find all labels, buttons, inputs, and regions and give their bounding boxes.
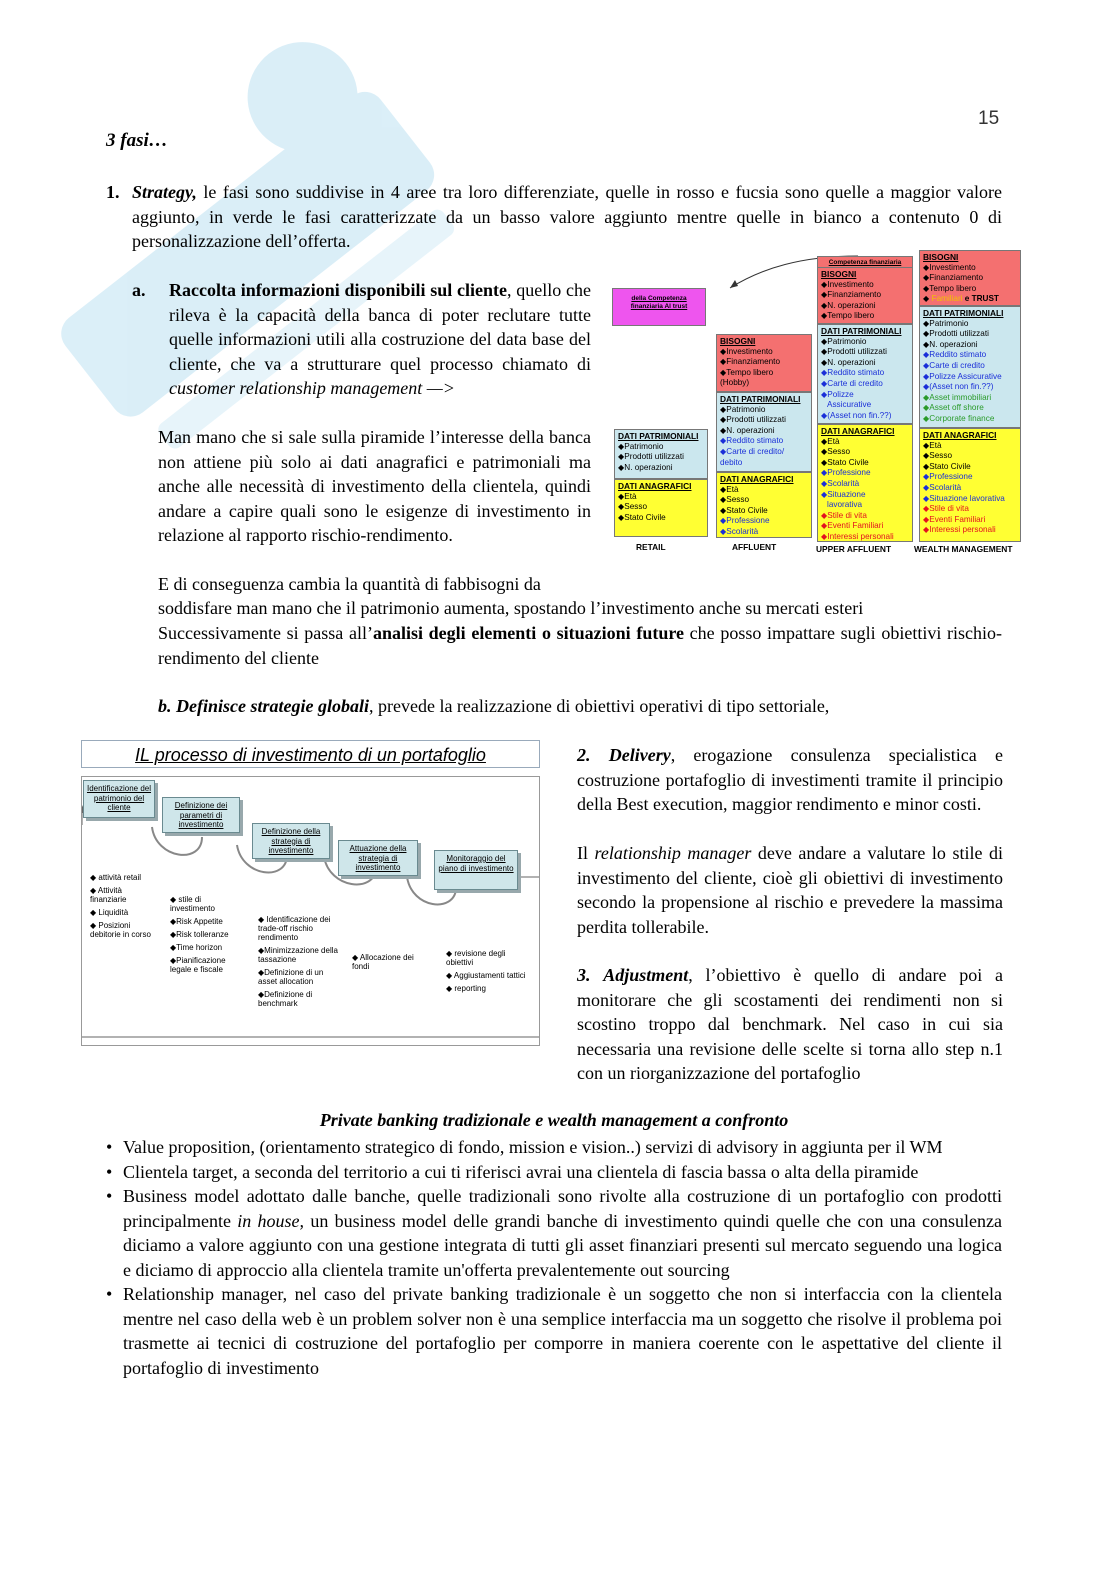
point-b-letter: b — [158, 696, 167, 716]
comparison-bullet-2: • Clientela target, a seconda del territorio a cui ti riferisci avrai una clientela di fascia bassa o alta della piramide — [106, 1160, 1002, 1185]
tier-label-affluent: AFFLUENT — [732, 542, 777, 552]
retail-patrimoniali: DATI PATRIMONIALI ◆Patrimonio ◆Prodotti utilizzati ◆N. operazioni — [614, 429, 708, 479]
competenza-top-box: Competenza finanziaria — [817, 256, 913, 268]
page-number: 15 — [978, 108, 1000, 129]
point-b-title: . Definisce strategie globali — [167, 696, 369, 716]
adjustment-paragraph — [577, 963, 1003, 1086]
point-a-title: Raccolta informazioni disponibili sul cliente — [169, 280, 508, 300]
point-a-italic: customer relationship management —> — [169, 378, 455, 398]
point-b-text: , prevede la realizzazione di obiettivi operativi di tipo settoriale, — [368, 696, 830, 716]
process-figure-title: IL processo di investimento di un portafoglio — [81, 740, 540, 768]
adjustment-text: , l’obiettivo è quello di andare poi a monitorare che gli scostamenti dei rendimenti non si scostino troppo dal benchmark. Nel caso in cui sia necessaria una revisione delle scelte si torna allo step n.1 con un riorganizzazione del portafoglio — [577, 965, 1004, 1083]
process-figure — [81, 776, 540, 1046]
upper-anagrafici: DATI ANAGRAFICI ◆Età ◆Sesso ◆Stato Civile ◆Professione ◆Scolarità ◆Situazione lavorativa ◆Stile di vita ◆Eventi Familiari ◆Interessi personali — [817, 424, 913, 542]
point-a-text3: E di conseguenza cambia la quantità di fabbisogni da — [158, 574, 541, 594]
process-list-4: ◆ Allocazione dei fondi — [352, 953, 414, 971]
process-list-2: ◆ stile di investimento ◆Risk Appetite ◆Risk tolleranze ◆Time horizon ◆Pianificazione legale e fiscale — [170, 895, 229, 974]
process-step-1: Identificazione del patrimonio del cliente — [83, 780, 155, 818]
strategy-paragraph — [106, 180, 1002, 254]
delivery-text1: , erogazione consulenza specialistica e costruzione portafoglio di investimenti tramite il principio della Best execution, maggior rendimento e minor costi. — [577, 745, 1003, 814]
adjustment-number: 3. — [577, 965, 591, 985]
point-b-paragraph — [158, 694, 1002, 719]
wealth-anagrafici: DATI ANAGRAFICI ◆Età ◆Sesso ◆Stato Civile ◆Professione ◆Scolarità ◆Situazione lavorativa ◆Stile di vita ◆Eventi Familiari ◆Interessi personali — [919, 428, 1021, 542]
retail-anagrafici: DATI ANAGRAFICI ◆Età ◆Sesso ◆Stato Civile — [614, 479, 708, 537]
tier-label-wealth-management: WEALTH MANAGEMENT — [914, 544, 1013, 554]
process-list-5: ◆ revisione degli obiettivi ◆ Aggiustamenti tattici ◆ reporting — [446, 949, 526, 993]
process-step-5: Monitoraggio del piano di investimento — [434, 850, 518, 890]
wealth-bisogni: BISOGNI ◆Investimento ◆Finanziamento ◆Tempo libero ◆ Familiari e TRUST — [919, 250, 1021, 306]
point-a-text4: soddisfare man mano che il patrimonio aumenta, spostando l’investimento anche su mercati esteri — [158, 598, 864, 618]
comparison-title: Private banking tradizionale e wealth management a confronto — [319, 1110, 789, 1130]
strategy-number: 1. — [106, 182, 120, 202]
point-a-letter: a. — [132, 280, 146, 300]
client-pyramid-figure — [612, 248, 1024, 560]
adjustment-title: Adjustment — [603, 965, 689, 985]
wealth-patrimoniali: DATI PATRIMONIALI ◆Patrimonio ◆Prodotti utilizzati ◆N. operazioni ◆Reddito stimato ◆Carte di credito ◆Polizze Assicurative ◆(Asset non fin.??) ◆Asset immobiliari ◆Asset off shore ◆Corporate finance — [919, 306, 1021, 428]
point-a-paragraph — [132, 278, 591, 401]
comparison-bullet-4: • Relationship manager, nel caso del private banking tradizionale è un soggetto che non si interfaccia con la clientela mentre nel caso della web è un problem solver non è una semplice interfaccia ma un soggetto che risolve il problema poi trasmette ai tecnici di costruzione del portafoglio per comporre in maniera coerente con le aspettative del cliente il portafoglio di investimento — [106, 1282, 1002, 1380]
affluent-bisogni: BISOGNI ◆Investimento ◆Finanziamento ◆Tempo libero (Hobby) — [716, 334, 812, 392]
upper-patrimoniali: DATI PATRIMONIALI ◆Patrimonio ◆Prodotti utilizzati ◆N. operazioni ◆Reddito stimato ◆Carte di credito ◆Polizze Assicurative ◆(Asset non fin.??) — [817, 324, 913, 424]
comparison-bullet-1: • Value proposition, (orientamento strategico di fondo, mission e vision..) servizi di advisory in aggiunta per il WM — [106, 1135, 1002, 1160]
delivery-number: 2. — [577, 745, 591, 765]
strategy-text: le fasi sono suddivise in 4 aree tra loro differenziate, quelle in rosso e fucsia sono quelle a maggior valore aggiunto, in verde le fasi caratterizzate da un basso valore aggiunto mentre quelle in bianco a contenuto 0 di personalizzazione dell’offerta. — [132, 182, 1002, 251]
competenza-left-box: della Competenza finanziaria Al trust — [612, 288, 706, 326]
comparison-bullet-3: • Business model adottato dalle banche, quelle tradizionali sono rivolte alla costruzione di un portafoglio con prodotti principalmente in house, un business model delle grandi banche di investimento quindi quelle che con una consulenza diciamo a valore aggiunto con una gestione integrata di tutti gli asset finanziari presenti sul mercato seguendo una logica e diciamo di approccio alla clientela tramite un'offerta prevalentemente out sourcing — [106, 1184, 1002, 1282]
upper-bisogni: BISOGNI ◆Investimento ◆Finanziamento ◆N. operazioni ◆Tempo libero — [817, 267, 913, 324]
affluent-patrimoniali: DATI PATRIMONIALI ◆Patrimonio ◆Prodotti utilizzati ◆N. operazioni ◆Reddito stimato ◆Carte di credito/ debito — [716, 392, 812, 472]
tier-label-retail: RETAIL — [636, 542, 666, 552]
delivery-paragraph-2: Il relationship manager deve andare a valutare lo stile di investimento del cliente, cioè gli obiettivi di investimento secondo la propensione al rischio e prevedere la massima perdita tollerabile. — [577, 843, 1003, 937]
affluent-anagrafici: DATI ANAGRAFICI ◆Età ◆Sesso ◆Stato Civile ◆Professione ◆Scolarità — [716, 472, 812, 538]
point-a-text2: Man mano che si sale sulla piramide l’interesse della banca non attiene più solo ai dati anagrafici e patrimoniali ma anche alle necessità di investimento della clientela, quindi andare a capire quali sono le esigenze di investimento in relazione al rapporto rischio-rendimento. — [158, 427, 591, 545]
process-step-2: Definizione dei parametri di investimento — [162, 797, 240, 833]
delivery-title: Delivery — [608, 745, 671, 765]
point-a-text5a: Successivamente si passa all’ — [158, 623, 373, 643]
section-heading: 3 fasi… — [106, 130, 168, 151]
point-a-text5b: analisi degli elementi o situazioni future — [372, 623, 684, 643]
process-step-3: Definizione della strategia di investimento — [252, 823, 330, 859]
process-list-1: ◆ attività retail ◆ Attività finanziarie ◆ Liquidità ◆ Posizioni debitorie in corso — [90, 873, 151, 939]
point-a-text1: , quello che rileva è la capacità della banca di poter reclutare tutte quelle informazioni utili alla costruzione del data base del cliente, che va a strutturare quel processo chiamato di — [169, 280, 591, 374]
comparison-list — [106, 1135, 1002, 1380]
process-step-4: Attuazione della strategia di investimento — [338, 840, 418, 876]
point-a-text5c: che posso impattare sugli obiettivi rischio-rendimento del cliente — [158, 623, 1002, 668]
tier-label-upper-affluent: UPPER AFFLUENT — [816, 544, 892, 554]
strategy-title: Strategy, — [132, 182, 197, 202]
delivery-paragraph — [577, 743, 1003, 817]
process-list-3: ◆ Identificazione dei trade-off rischio rendimento ◆Minimizzazione della tassazione ◆Definizione di un asset allocation ◆Definizione di benchmark — [258, 915, 338, 1008]
point-a-text5 — [158, 621, 1002, 670]
relationship-manager-term: relationship manager — [594, 843, 752, 863]
